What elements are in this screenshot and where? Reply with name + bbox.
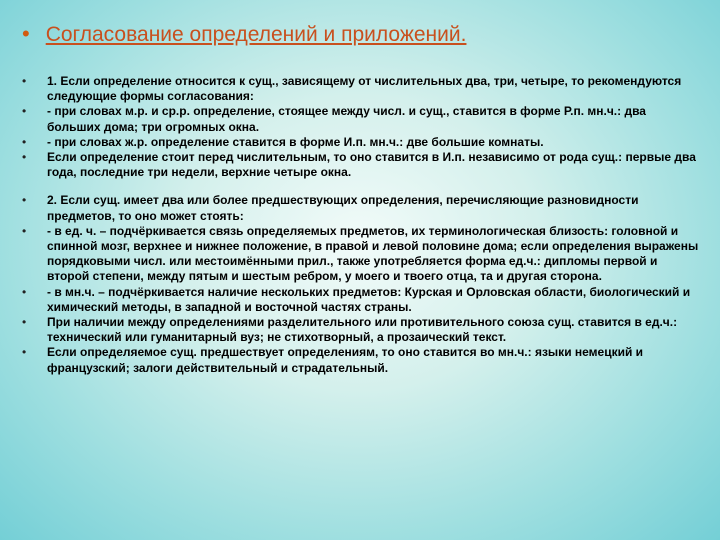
- bullet: •: [22, 74, 27, 88]
- title-bullet: •: [22, 21, 30, 46]
- title-row: [22, 22, 702, 47]
- list-item-text: - при словах м.р. и ср.р. определение, стоящее между числ. и сущ., ставится в форме Р.п. мн.ч.: два больших дома; три огромных окна.: [47, 104, 646, 134]
- list-item-text: Если определяемое сущ. предшествует определениям, то оно ставится во мн.ч.: языки немецкий и французский; залоги действительный и страдательный.: [47, 345, 644, 375]
- list-item: [22, 315, 700, 345]
- list-item: [22, 345, 700, 375]
- list-item-text: 1. Если определение относится к сущ., зависящему от числительных два, три, четыре, то рекомендуются следующие формы согласования:: [47, 74, 682, 104]
- list-item: [22, 104, 700, 134]
- bullet: •: [22, 104, 27, 119]
- list-item: [22, 74, 700, 104]
- bullet: •: [22, 345, 27, 360]
- list-item: [22, 193, 700, 223]
- list-item-text: При наличии между определениями разделительного или противительного союза сущ. ставится в ед.ч.: технический или гуманитарный вуз; не стихотворный, а прозаический текст.: [47, 315, 678, 345]
- list-item: [22, 224, 700, 285]
- slide-body: [22, 74, 700, 376]
- slide-title: Согласование определений и приложений.: [45, 23, 467, 46]
- list-item-text: - в мн.ч. – подчёркивается наличие нескольких предметов: Курская и Орловская области, биологический и химический методы, в западной и восточной частях страны.: [47, 284, 691, 314]
- bullet: •: [22, 134, 27, 149]
- bullet: •: [22, 150, 27, 165]
- bullet: •: [22, 284, 27, 299]
- list-item: [22, 150, 700, 180]
- list-item: [22, 285, 700, 315]
- bullet: •: [22, 193, 27, 208]
- bullet: •: [22, 223, 27, 238]
- bullet: •: [22, 315, 27, 330]
- list-item-text: 2. Если сущ. имеет два или более предшествующих определения, перечисляющие разновидности предметов, то оно может стоять:: [47, 193, 639, 223]
- list-item-text: - при словах ж.р. определение ставится в форме И.п. мн.ч.: две большие комнаты.: [47, 134, 544, 149]
- list-item: [22, 135, 700, 150]
- list-item-text: Если определение стоит перед числительным, то оно ставится в И.п. независимо от рода сущ.: первые два года, последние три недели, верхние четыре окна.: [47, 150, 696, 180]
- list-item-text: - в ед. ч. – подчёркивается связь определяемых предметов, их терминологическая близость: головной и спинной мозг, верхнее и нижнее положение, в правой и левой половине дома; если определения выражены порядковыми числ. или местоимёнными прил., также употребляется форма ед.ч.: дипломы первой и второй степени, между пятым и шестым ребром, у моего и твоего отца, та и другая сторона.: [47, 223, 699, 284]
